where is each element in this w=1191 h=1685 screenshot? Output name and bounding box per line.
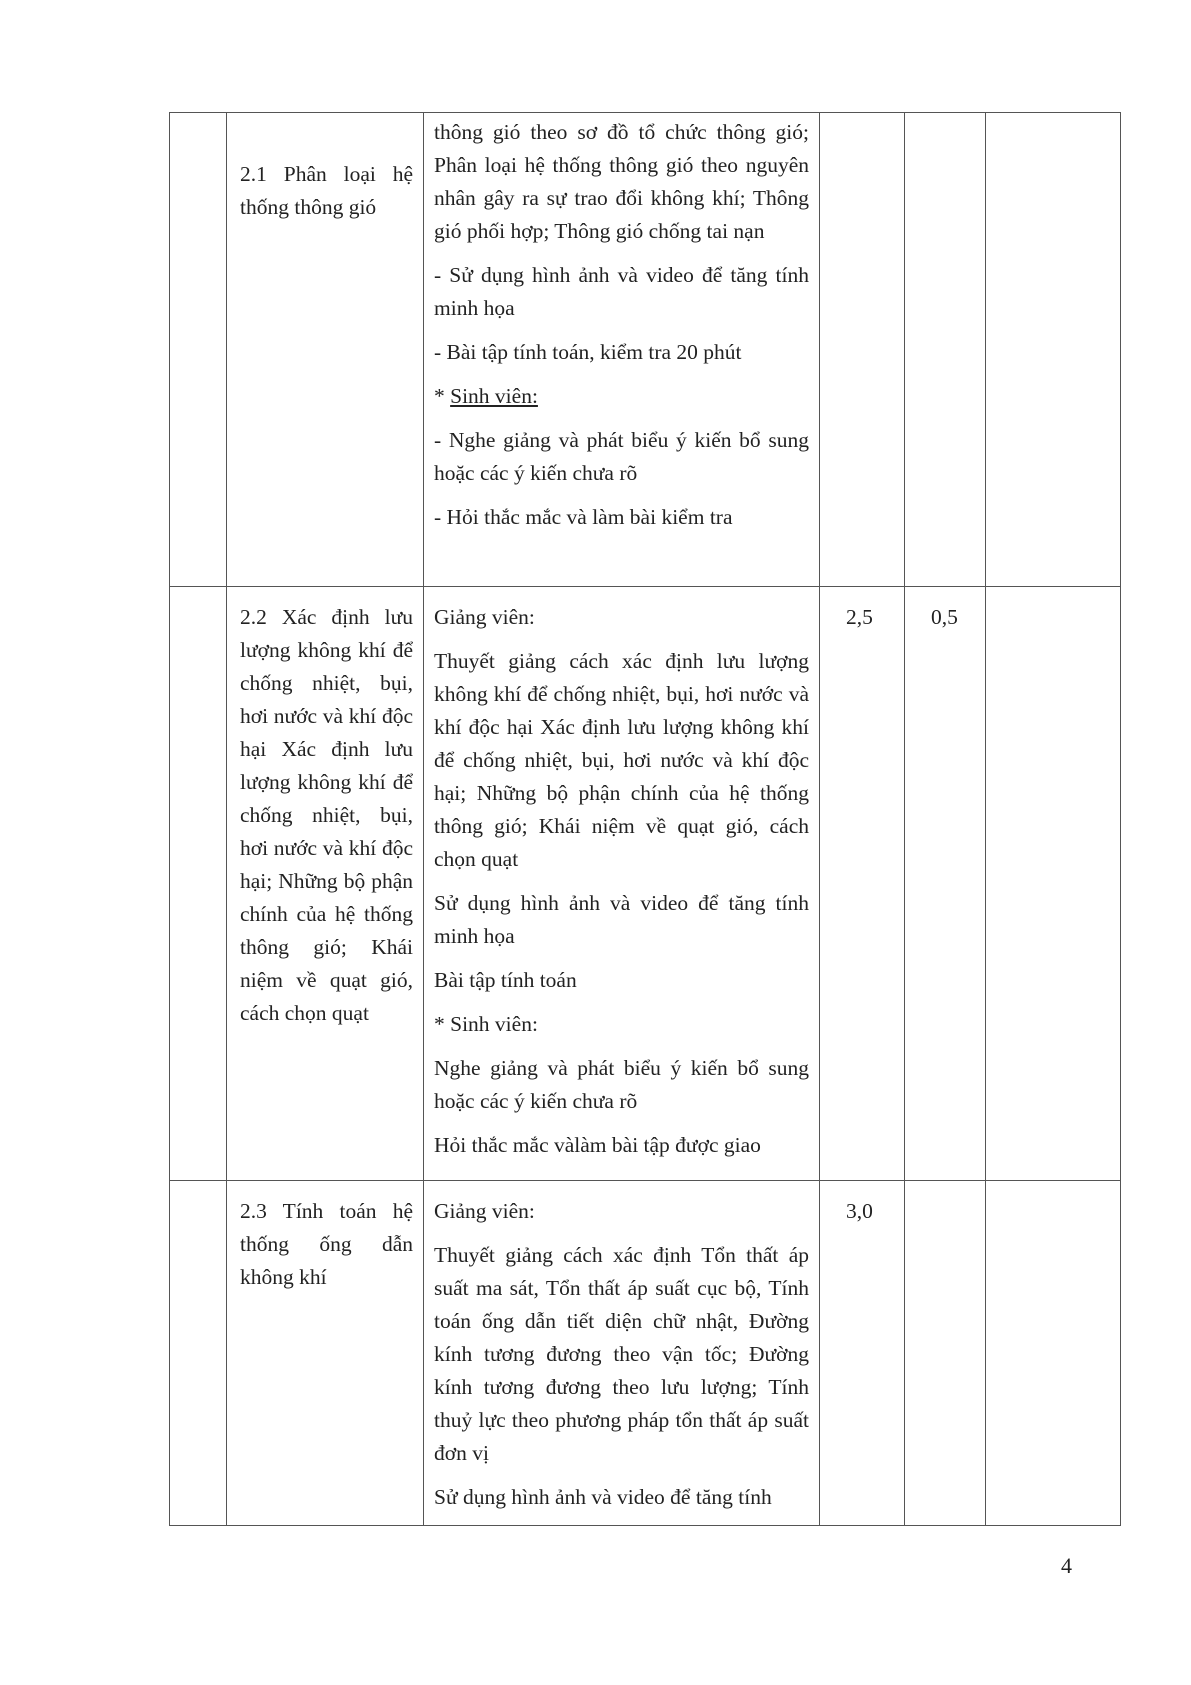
activity-paragraph: - Nghe giảng và phát biểu ý kiến bổ sung hoặc các ý kiến chưa rõ <box>434 428 809 485</box>
hours-practice-value: 0,5 <box>931 605 958 629</box>
activity-paragraph: Nghe giảng và phát biểu ý kiến bổ sung hoặc các ý kiến chưa rõ <box>434 1056 809 1113</box>
course-plan-table <box>169 112 1121 1526</box>
topic-cell <box>227 1181 424 1526</box>
activity-paragraph: thông gió theo sơ đồ tổ chức thông gió; Phân loại hệ thống thông gió theo nguyên nhân gây ra sự trao đổi không khí; Thông gió phối hợp; Thông gió chống tai nạn <box>434 120 809 243</box>
table-row <box>170 113 1121 587</box>
activity-paragraph: Thuyết giảng cách xác định lưu lượng không khí để chống nhiệt, bụi, hơi nước và khí độc hại Xác định lưu lượng không khí để chống nhiệt, bụi, hơi nước và khí độc hại; Những bộ phận chính của hệ thống thông gió; Khái niệm về quạt gió, cách chọn quạt <box>434 649 809 871</box>
page-number: 4 <box>1061 1553 1072 1578</box>
index-cell <box>170 587 227 1181</box>
student-prefix: * <box>434 384 451 408</box>
hours-theory-cell <box>820 1181 905 1526</box>
notes-cell <box>986 1181 1121 1526</box>
topic-cell <box>227 587 424 1181</box>
activity-paragraph: Sử dụng hình ảnh và video để tăng tính <box>434 1485 772 1509</box>
hours-theory-value <box>820 113 904 127</box>
table-row <box>170 587 1121 1181</box>
topic-cell <box>227 113 424 587</box>
hours-practice-cell <box>905 1181 986 1526</box>
activity-paragraph: Thuyết giảng cách xác định Tổn thất áp suất ma sát, Tổn thất áp suất cục bộ, Tính toán ống dẫn tiết diện chữ nhật, Đường kính tương đương theo vận tốc; Đường kính tương đương theo lưu lượng; Tính thuỷ lực theo phương pháp tổn thất áp suất đơn vị <box>434 1243 809 1465</box>
activity-paragraph: * Sinh viên: <box>434 1012 538 1036</box>
activity-paragraph: - Bài tập tính toán, kiểm tra 20 phút <box>434 340 742 364</box>
activity-paragraph: Giảng viên: <box>434 605 535 629</box>
topic-text: 2.3 Tính toán hệ thống ống dẫn không khí <box>240 1199 413 1289</box>
activity-paragraph: Sử dụng hình ảnh và video để tăng tính minh họa <box>434 891 809 948</box>
notes-cell <box>986 113 1121 587</box>
hours-theory-value: 3,0 <box>846 1199 873 1223</box>
activity-paragraph: Bài tập tính toán <box>434 968 577 992</box>
hours-theory-value: 2,5 <box>846 605 873 629</box>
activity-cell <box>424 113 820 587</box>
student-heading <box>434 380 809 413</box>
hours-theory-cell <box>820 113 905 587</box>
hours-practice-value <box>905 113 985 127</box>
notes-cell <box>986 587 1121 1181</box>
activity-paragraph: Giảng viên: <box>434 1199 535 1223</box>
activity-paragraph: - Hỏi thắc mắc và làm bài kiểm tra <box>434 505 733 529</box>
table-row <box>170 1181 1121 1526</box>
activity-cell <box>424 587 820 1181</box>
topic-text: 2.2 Xác định lưu lượng không khí để chống nhiệt, bụi, hơi nước và khí độc hại Xác định lưu lượng không khí để chống nhiệt, bụi, hơi nước và khí độc hại; Những bộ phận chính của hệ thống thông gió; Khái niệm về quạt gió, cách chọn quạt <box>240 605 413 1025</box>
hours-practice-value <box>905 1181 985 1195</box>
activity-paragraph: - Sử dụng hình ảnh và video để tăng tính minh họa <box>434 263 809 320</box>
hours-practice-cell <box>905 113 986 587</box>
student-label: Sinh viên: <box>450 384 538 408</box>
activity-paragraph: Hỏi thắc mắc vàlàm bài tập được giao <box>434 1133 761 1157</box>
hours-practice-cell <box>905 587 986 1181</box>
hours-theory-cell <box>820 587 905 1181</box>
index-cell <box>170 1181 227 1526</box>
activity-cell <box>424 1181 820 1526</box>
index-cell <box>170 113 227 587</box>
topic-text: 2.1 Phân loại hệ thống thông gió <box>240 162 413 219</box>
